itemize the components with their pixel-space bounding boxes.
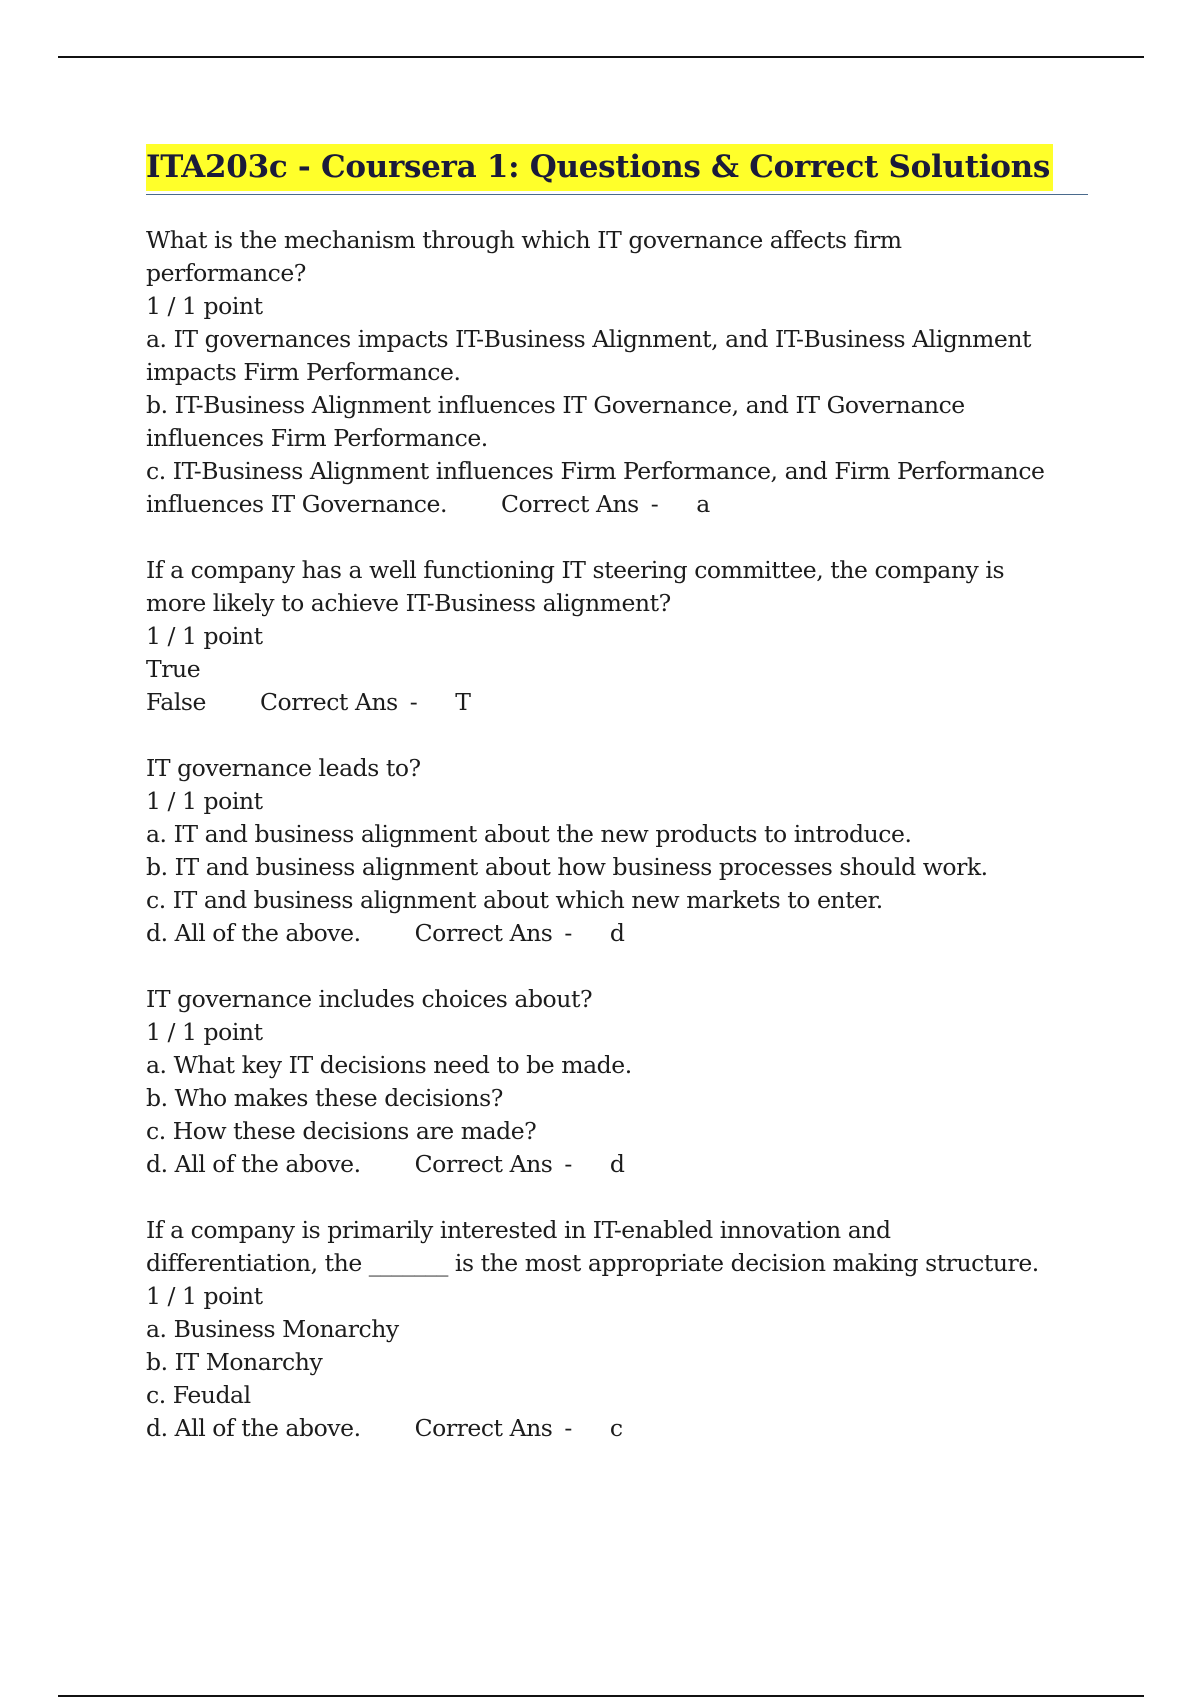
question-prompt: What is the mechanism through which IT governance affects firm <box>146 226 902 254</box>
answer-option-text: b. IT-Business Alignment influences IT Governance, and IT Governance <box>146 391 965 419</box>
question-prompt: If a company is primarily interested in IT-enabled innovation and <box>146 1216 891 1244</box>
correct-answer-label: Correct Ans <box>259 688 398 716</box>
answer-option <box>146 884 1106 917</box>
question-block <box>146 752 1106 950</box>
correct-answer-value: T <box>455 688 471 716</box>
answer-option-text: influences IT Governance. <box>146 490 447 518</box>
answer-option-text: a. IT and business alignment about the new products to introduce. <box>146 820 912 848</box>
answer-option <box>146 1148 1106 1181</box>
answer-option <box>146 818 1106 851</box>
question-block <box>146 983 1106 1181</box>
answer-option <box>146 1346 1106 1379</box>
answer-option-text: d. All of the above. <box>146 1150 361 1178</box>
correct-answer-label: Correct Ans <box>500 490 639 518</box>
question-block <box>146 224 1106 521</box>
question-score: 1 / 1 point <box>146 292 263 320</box>
answer-option-text: influences Firm Performance. <box>146 424 488 452</box>
question-prompt: more likely to achieve IT-Business alignment? <box>146 589 671 617</box>
correct-answer-dash: - <box>650 490 659 518</box>
answer-option <box>146 389 1106 422</box>
document-title: ITA203c - Coursera 1: Questions & Correct Solutions <box>146 144 1053 191</box>
correct-answer-dash: - <box>564 919 572 947</box>
answer-option <box>146 917 1106 950</box>
correct-answer-label: Correct Ans <box>414 1150 553 1178</box>
question-prompt: performance? <box>146 259 306 287</box>
correct-answer-value: a <box>696 490 710 518</box>
answer-option-text: b. IT and business alignment about how business processes should work. <box>146 853 988 881</box>
answer-option-text: c. IT-Business Alignment influences Firm Performance, and Firm Performance <box>146 457 1045 485</box>
question-prompt: If a company has a well functioning IT steering committee, the company is <box>146 556 1005 584</box>
answer-option-text: b. IT Monarchy <box>146 1348 323 1376</box>
question-prompt: differentiation, the _______ is the most appropriate decision making structure. <box>146 1249 1039 1277</box>
answer-option-text: a. Business Monarchy <box>146 1315 399 1343</box>
correct-answer-value: d <box>609 919 625 947</box>
answer-option-text: impacts Firm Performance. <box>146 358 461 386</box>
answer-option-text: True <box>146 655 201 683</box>
question-score: 1 / 1 point <box>146 622 263 650</box>
question-score: 1 / 1 point <box>146 1282 263 1310</box>
question-score: 1 / 1 point <box>146 787 263 815</box>
bottom-rule <box>58 1695 1144 1697</box>
answer-option-text: b. Who makes these decisions? <box>146 1084 503 1112</box>
correct-answer-value: d <box>609 1150 625 1178</box>
correct-answer-dash: - <box>409 688 418 716</box>
correct-answer-dash: - <box>564 1150 572 1178</box>
answer-option-text: c. Feudal <box>146 1381 251 1409</box>
answer-option-text: d. All of the above. <box>146 1414 361 1442</box>
question-block <box>146 554 1106 719</box>
title-underline <box>146 194 1088 195</box>
correct-answer-label: Correct Ans <box>414 919 553 947</box>
question-prompt: IT governance includes choices about? <box>146 985 593 1013</box>
answer-option <box>146 1115 1106 1148</box>
answer-option <box>146 488 1106 521</box>
question-prompt: IT governance leads to? <box>146 754 421 782</box>
document-body <box>146 144 1106 1478</box>
answer-option <box>146 455 1106 488</box>
answer-option <box>146 1379 1106 1412</box>
answer-option-text: False <box>146 688 206 716</box>
top-rule <box>58 56 1144 58</box>
answer-option <box>146 686 1106 719</box>
answer-option-text: c. IT and business alignment about which new markets to enter. <box>146 886 883 914</box>
answer-option-text: a. IT governances impacts IT-Business Alignment, and IT-Business Alignment <box>146 325 1032 353</box>
answer-option <box>146 356 1106 389</box>
question-list <box>146 224 1106 1445</box>
answer-option <box>146 323 1106 356</box>
answer-option <box>146 1082 1106 1115</box>
answer-option-text: c. How these decisions are made? <box>146 1117 537 1145</box>
correct-answer-label: Correct Ans <box>414 1414 553 1442</box>
answer-option <box>146 422 1106 455</box>
question-block <box>146 1214 1106 1445</box>
answer-option <box>146 851 1106 884</box>
answer-option-text: a. What key IT decisions need to be made. <box>146 1051 632 1079</box>
answer-option-text: d. All of the above. <box>146 919 361 947</box>
answer-option <box>146 1412 1106 1445</box>
answer-option <box>146 1049 1106 1082</box>
question-score: 1 / 1 point <box>146 1018 263 1046</box>
correct-answer-value: c <box>609 1414 623 1442</box>
correct-answer-dash: - <box>564 1414 572 1442</box>
answer-option <box>146 1313 1106 1346</box>
answer-option <box>146 653 1106 686</box>
